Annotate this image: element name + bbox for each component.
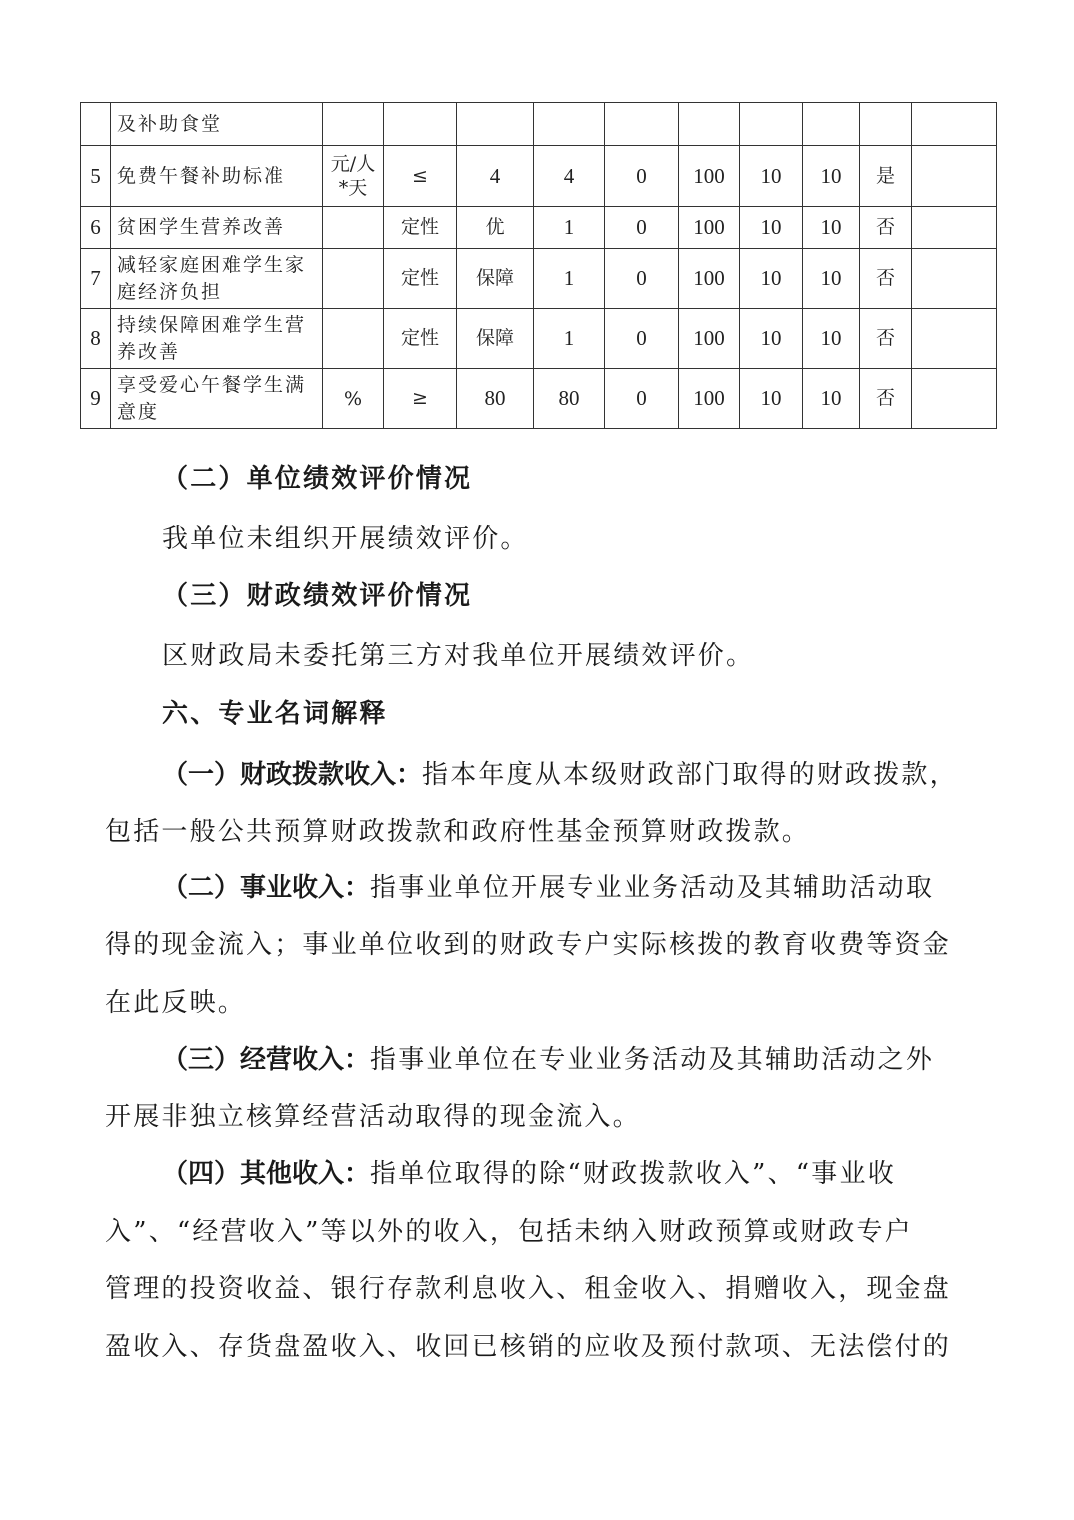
cell-op: ≥	[384, 369, 457, 429]
cell-unit: 元/人 *天	[323, 146, 384, 207]
cell-op: ≤	[384, 146, 457, 207]
cell-score	[803, 103, 860, 146]
cell-weight: 10	[740, 309, 803, 369]
cell-unit	[323, 103, 384, 146]
glossary-term: （二）事业收入：	[162, 873, 371, 903]
cell-deviation: 0	[605, 146, 679, 207]
glossary-definition: 指事业单位开展专业业务活动及其辅助活动取	[370, 873, 935, 903]
cell-no: 7	[81, 249, 111, 309]
cell-target: 优	[457, 207, 534, 249]
cell-remark	[912, 369, 997, 429]
cell-deviation: 0	[605, 369, 679, 429]
table-row	[81, 146, 997, 207]
glossary-item	[162, 1043, 970, 1077]
cell-target: 80	[457, 369, 534, 429]
cell-actual: 1	[534, 309, 605, 369]
glossary-definition-line: 得的现金流入；事业单位收到的财政专户实际核拨的教育收费等资金	[105, 930, 952, 960]
performance-indicator-table	[80, 102, 997, 429]
cell-op: 定性	[384, 249, 457, 309]
table-row	[81, 249, 997, 309]
cell-actual: 4	[534, 146, 605, 207]
cell-op: 定性	[384, 207, 457, 249]
cell-deviation: 0	[605, 309, 679, 369]
cell-weight: 10	[740, 369, 803, 429]
cell-core: 否	[860, 369, 912, 429]
cell-weight	[740, 103, 803, 146]
cell-no	[81, 103, 111, 146]
cell-target: 保障	[457, 249, 534, 309]
glossary-item	[162, 1157, 970, 1191]
cell-rate: 100	[679, 207, 740, 249]
cell-unit	[323, 309, 384, 369]
cell-name: 减轻家庭困难学生家庭经济负担	[111, 249, 323, 309]
cell-weight: 10	[740, 249, 803, 309]
glossary-definition: 指单位取得的除“财政拨款收入”、“事业收	[370, 1159, 896, 1189]
cell-score: 10	[803, 146, 860, 207]
cell-score: 10	[803, 369, 860, 429]
cell-remark	[912, 146, 997, 207]
cell-no: 6	[81, 207, 111, 249]
glossary-item	[162, 871, 970, 905]
cell-no: 8	[81, 309, 111, 369]
cell-remark	[912, 249, 997, 309]
glossary-definition-line: 在此反映。	[105, 988, 247, 1018]
cell-no: 5	[81, 146, 111, 207]
cell-actual	[534, 103, 605, 146]
cell-rate: 100	[679, 369, 740, 429]
cell-remark	[912, 207, 997, 249]
cell-core: 是	[860, 146, 912, 207]
cell-score: 10	[803, 249, 860, 309]
cell-rate: 100	[679, 309, 740, 369]
cell-name: 及补助食堂	[111, 103, 323, 146]
table-row	[81, 103, 997, 146]
glossary-definition-line: 开展非独立核算经营活动取得的现金流入。	[105, 1102, 641, 1132]
cell-core: 否	[860, 249, 912, 309]
cell-remark	[912, 309, 997, 369]
unit-eval-text: 我单位未组织开展绩效评价。	[162, 524, 529, 554]
cell-remark	[912, 103, 997, 146]
table-row	[81, 207, 997, 249]
cell-name: 贫困学生营养改善	[111, 207, 323, 249]
glossary-term: （三）经营收入：	[162, 1045, 371, 1075]
glossary-term: （一）财政拨款收入：	[162, 760, 423, 790]
cell-op	[384, 103, 457, 146]
cell-rate: 100	[679, 249, 740, 309]
glossary-definition: 指事业单位在专业业务活动及其辅助活动之外	[370, 1045, 935, 1075]
cell-name: 享受爱心午餐学生满意度	[111, 369, 323, 429]
cell-no: 9	[81, 369, 111, 429]
glossary-definition-line: 盈收入、存货盘盈收入、收回已核销的应收及预付款项、无法偿付的	[105, 1332, 952, 1362]
cell-weight: 10	[740, 146, 803, 207]
cell-name: 免费午餐补助标准	[111, 146, 323, 207]
cell-deviation	[605, 103, 679, 146]
glossary-definition-line: 包括一般公共预算财政拨款和政府性基金预算财政拨款。	[105, 817, 811, 847]
cell-core	[860, 103, 912, 146]
glossary-definition: 指本年度从本级财政部门取得的财政拨款，	[422, 760, 958, 790]
unit-eval-heading: （二）单位绩效评价情况	[162, 464, 473, 494]
fiscal-eval-heading: （三）财政绩效评价情况	[162, 581, 473, 611]
cell-actual: 1	[534, 207, 605, 249]
glossary-item	[162, 758, 970, 792]
cell-unit	[323, 207, 384, 249]
cell-name: 持续保障困难学生营养改善	[111, 309, 323, 369]
glossary-heading: 六、专业名词解释	[162, 699, 388, 729]
table-row	[81, 369, 997, 429]
table-row	[81, 309, 997, 369]
cell-deviation: 0	[605, 207, 679, 249]
cell-core: 否	[860, 309, 912, 369]
glossary-term: （四）其他收入：	[162, 1159, 371, 1189]
cell-core: 否	[860, 207, 912, 249]
cell-weight: 10	[740, 207, 803, 249]
cell-score: 10	[803, 309, 860, 369]
cell-rate: 100	[679, 146, 740, 207]
cell-target	[457, 103, 534, 146]
cell-rate	[679, 103, 740, 146]
cell-score: 10	[803, 207, 860, 249]
glossary-definition-line: 入”、“经营收入”等以外的收入，包括未纳入财政预算或财政专户	[105, 1217, 913, 1247]
cell-actual: 1	[534, 249, 605, 309]
cell-unit	[323, 249, 384, 309]
cell-op: 定性	[384, 309, 457, 369]
cell-actual: 80	[534, 369, 605, 429]
glossary-definition-line: 管理的投资收益、银行存款利息收入、租金收入、捐赠收入，现金盘	[105, 1274, 952, 1304]
cell-target: 保障	[457, 309, 534, 369]
cell-target: 4	[457, 146, 534, 207]
cell-unit: %	[323, 369, 384, 429]
cell-deviation: 0	[605, 249, 679, 309]
fiscal-eval-text: 区财政局未委托第三方对我单位开展绩效评价。	[162, 641, 755, 671]
